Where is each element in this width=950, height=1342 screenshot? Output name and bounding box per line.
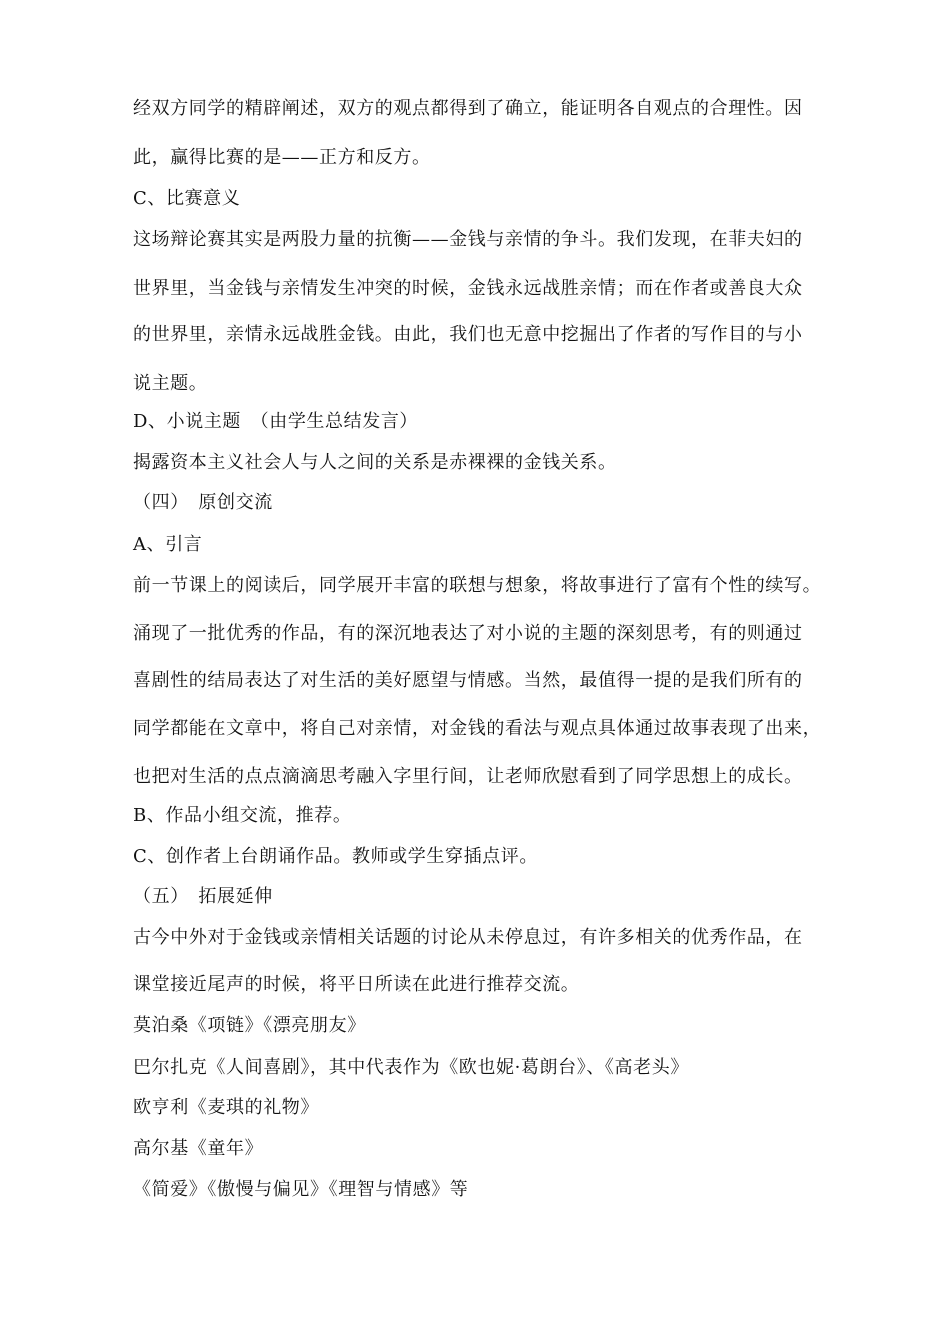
paragraph-line: 说主题。 [133, 373, 208, 394]
paragraph-line: 喜剧性的结局表达了对生活的美好愿望与情感。当然，最值得一提的是我们所有的 [133, 670, 803, 691]
paragraph-line: 也把对生活的点点滴滴思考融入字里行间，让老师欣慰看到了同学思想上的成长。 [133, 766, 803, 787]
list-item: 莫泊桑《项链》《漂亮朋友》 [133, 1015, 366, 1036]
section-heading: C、创作者上台朗诵作品。教师或学生穿插点评。 [133, 846, 538, 867]
section-heading: C、比赛意义 [133, 188, 241, 209]
paragraph-line: 同学都能在文章中，将自己对亲情，对金钱的看法与观点具体通过故事表现了出来， [133, 718, 822, 739]
paragraph-line: 这场辩论赛其实是两股力量的抗衡——金钱与亲情的争斗。我们发现，在菲夫妇的 [133, 229, 803, 250]
paragraph-line: 前一节课上的阅读后，同学展开丰富的联想与想象，将故事进行了富有个性的续写。 [133, 575, 822, 596]
list-item: 欧亨利《麦琪的礼物》 [133, 1097, 319, 1118]
paragraph-line: 此，赢得比赛的是——正方和反方。 [133, 147, 431, 168]
paragraph-line: 揭露资本主义社会人与人之间的关系是赤裸裸的金钱关系。 [133, 452, 617, 473]
section-heading: A、引言 [133, 534, 203, 555]
paragraph-line: 涌现了一批优秀的作品，有的深沉地表达了对小说的主题的深刻思考，有的则通过 [133, 623, 803, 644]
paragraph-line: 经双方同学的精辟阐述，双方的观点都得到了确立，能证明各自观点的合理性。因 [133, 98, 803, 119]
list-item: 巴尔扎克《人间喜剧》，其中代表作为《欧也妮·葛朗台》、《高老头》 [133, 1057, 689, 1078]
section-heading: B、作品小组交流，推荐。 [133, 805, 352, 826]
list-item: 高尔基《童年》 [133, 1138, 264, 1159]
section-heading: （五） 拓展延伸 [133, 886, 273, 907]
section-heading: （四） 原创交流 [133, 492, 273, 513]
paragraph-line: 世界里，当金钱与亲情发生冲突的时候，金钱永远战胜亲情；而在作者或善良大众 [133, 278, 803, 299]
section-heading: D、小说主题 （由学生总结发言） [133, 411, 419, 432]
paragraph-line: 的世界里，亲情永远战胜金钱。由此，我们也无意中挖掘出了作者的写作目的与小 [133, 324, 803, 345]
list-item: 《简爱》《傲慢与偏见》《理智与情感》等 [133, 1179, 469, 1200]
paragraph-line: 古今中外对于金钱或亲情相关话题的讨论从未停息过，有许多相关的优秀作品，在 [133, 927, 803, 948]
paragraph-line: 课堂接近尾声的时候，将平日所读在此进行推荐交流。 [133, 974, 580, 995]
